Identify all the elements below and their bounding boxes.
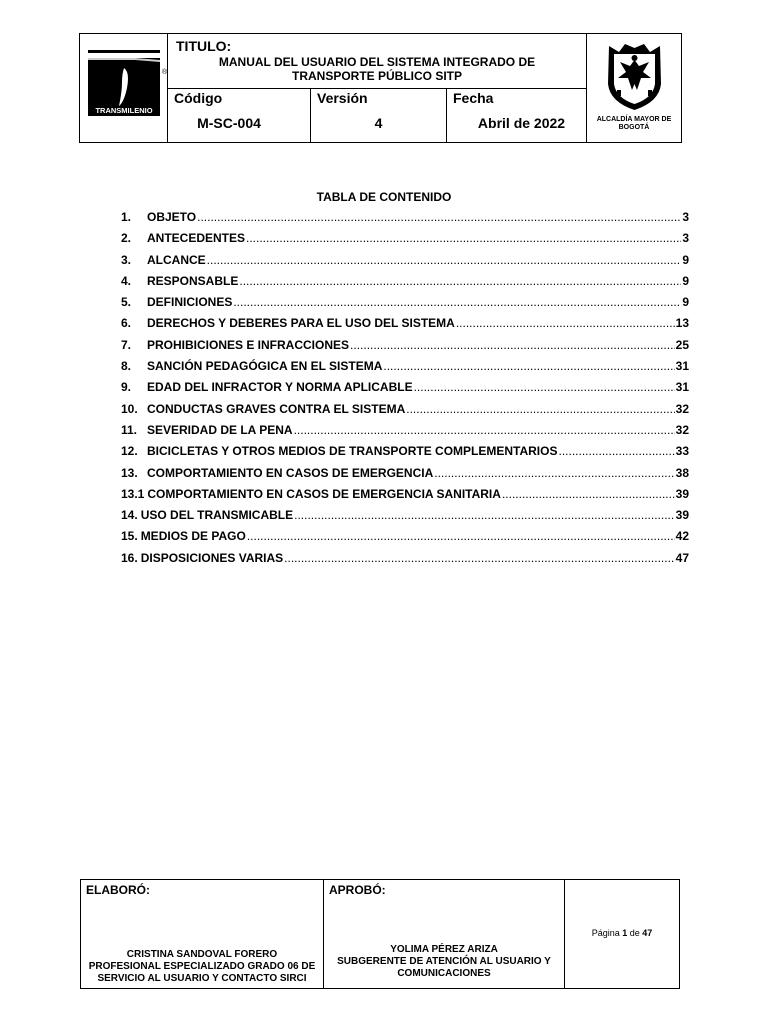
toc-entry-number: 9. (121, 380, 132, 395)
toc-entry-leader (294, 423, 675, 437)
toc-entry-number: 14. (121, 508, 138, 523)
toc-entry-label: MEDIOS DE PAGO (140, 529, 246, 544)
toc-entry-label: RESPONSABLE (147, 273, 239, 288)
svg-text:TRANSMILENIO: TRANSMILENIO (95, 106, 153, 115)
document-title (168, 55, 586, 83)
toc-entry[interactable] (121, 487, 689, 508)
toc-entry-label: ALCANCE (147, 252, 206, 267)
toc-entry-leader (233, 295, 681, 309)
toc-entry-number: 1. (121, 210, 132, 224)
toc-entry-page: 9 (682, 252, 689, 267)
toc-entry-leader (246, 231, 681, 245)
version-cell (311, 89, 447, 142)
elaboro-role-line2: SERVICIO AL USUARIO Y CONTACTO SIRCI (97, 973, 307, 984)
elaboro-label: ELABORÓ: (86, 883, 150, 897)
toc-entry-page: 32 (675, 401, 689, 416)
toc-entry-number: 6. (121, 316, 132, 331)
toc-entry-page: 31 (675, 359, 689, 374)
toc-entry-label: DERECHOS Y DEBERES PARA EL USO DEL SISTEMA (147, 316, 455, 331)
document-header (79, 33, 682, 143)
toc-entry-number: 15. (121, 529, 138, 544)
elaboro-signature (81, 949, 323, 985)
toc-entry-number: 13. (121, 465, 138, 480)
codigo-cell (168, 89, 311, 142)
fecha-value: Abril de 2022 (477, 115, 566, 131)
toc-entry[interactable] (121, 253, 689, 274)
toc-entry-label: COMPORTAMIENTO EN CASOS DE EMERGENCIA (147, 465, 434, 480)
version-value: 4 (374, 115, 383, 131)
page-total: 47 (642, 928, 653, 938)
toc-entry[interactable] (121, 295, 689, 316)
page-number (565, 928, 679, 938)
aprobo-name: YOLIMA PÉREZ ARIZA (390, 944, 498, 955)
toc-entry[interactable] (121, 380, 689, 401)
toc-entry-label: DISPOSICIONES VARIAS (140, 550, 284, 565)
toc-entry-leader (406, 402, 674, 416)
toc-entry-leader (383, 359, 674, 373)
toc-entry-number: 4. (121, 273, 132, 288)
toc-entry-page: 3 (682, 210, 689, 224)
toc-entry-number: 16. (121, 550, 138, 565)
toc-entry-number: 5. (121, 295, 132, 310)
toc-entry-label: CONDUCTAS GRAVES CONTRA EL SISTEMA (147, 401, 406, 416)
toc-entry-number: 2. (121, 231, 132, 246)
page-number-cell (565, 880, 679, 988)
toc-entry-leader (456, 316, 675, 330)
crest-caption-line2: BOGOTÁ (618, 124, 650, 131)
toc-entry-label: OBJETO (147, 210, 197, 224)
elaboro-role-line1: PROFESIONAL ESPECIALIZADO GRADO 06 DE (88, 961, 316, 972)
toc-entry[interactable] (121, 402, 689, 423)
toc-entry-page: 42 (675, 529, 689, 544)
title-label: TITULO: (176, 38, 232, 54)
toc-entry-page: 39 (675, 486, 689, 501)
logo-cell (80, 34, 168, 142)
page-prefix: Página (591, 928, 620, 938)
toc-entry-leader (247, 529, 675, 543)
version-label: Versión (317, 90, 368, 106)
bogota-crest-icon (587, 34, 682, 114)
toc-entry-label: PROHIBICIONES E INFRACCIONES (147, 337, 350, 352)
toc-entry[interactable] (121, 359, 689, 380)
toc-entry-label: ANTECEDENTES (147, 231, 246, 246)
toc-entry-label: SEVERIDAD DE LA PENA (147, 422, 293, 437)
toc-entry-leader (197, 210, 681, 224)
fecha-cell (447, 89, 586, 142)
toc-entry[interactable] (121, 466, 689, 487)
toc-entry-leader (239, 274, 681, 288)
toc-entry-number: 13.1 (121, 486, 145, 501)
toc-entry-page: 9 (682, 273, 689, 288)
toc-entry[interactable] (121, 423, 689, 444)
toc-entry-leader (294, 508, 675, 522)
toc-title: TABLA DE CONTENIDO (316, 190, 452, 204)
title-cell (168, 34, 586, 89)
aprobo-signature (324, 944, 564, 980)
toc-entry-page: 32 (675, 422, 689, 437)
aprobo-role-line2: COMUNICACIONES (397, 968, 491, 979)
toc-entry-leader (558, 444, 674, 458)
toc-entry-page: 31 (675, 380, 689, 395)
document-title-line2: TRANSPORTE PÚBLICO SITP (291, 69, 462, 83)
toc-entry-number: 11. (121, 422, 138, 437)
toc-entry-page: 33 (675, 444, 689, 459)
toc-entry-page: 13 (675, 316, 689, 331)
toc-entry-number: 7. (121, 337, 132, 352)
toc-entry-label: SANCIÓN PEDAGÓGICA EN EL SISTEMA (147, 359, 383, 374)
aprobo-label: APROBÓ: (329, 883, 386, 897)
toc-entry[interactable] (121, 444, 689, 465)
elaboro-cell (81, 880, 324, 988)
toc-entry-leader (434, 466, 674, 480)
toc-entry-number: 8. (121, 359, 132, 374)
crest-caption (587, 116, 681, 132)
toc-entry-leader (350, 338, 675, 352)
toc-entry-number: 10. (121, 401, 138, 416)
toc-entry[interactable] (121, 529, 689, 550)
transmilenio-logo (80, 34, 168, 142)
toc-entry-page: 25 (675, 337, 689, 352)
codigo-label: Código (174, 90, 223, 106)
toc-entry-leader (502, 487, 675, 501)
page-current: 1 (622, 928, 628, 938)
toc-entry[interactable] (121, 274, 689, 295)
toc-entry-page: 3 (682, 231, 689, 246)
toc-entry-label: DEFINICIONES (147, 295, 233, 310)
elaboro-name: CRISTINA SANDOVAL FORERO (126, 949, 278, 960)
toc-entry[interactable] (121, 551, 689, 572)
toc-entry-leader (284, 551, 674, 565)
toc-entry-leader (414, 380, 675, 394)
crest-caption-line1: ALCALDÍA MAYOR DE (596, 116, 672, 123)
codigo-value: M-SC-004 (197, 115, 261, 131)
toc-entry[interactable] (121, 210, 689, 231)
document-title-line1: MANUAL DEL USUARIO DEL SISTEMA INTEGRADO DE (218, 55, 536, 69)
toc-entry-page: 9 (682, 295, 689, 310)
toc-entry[interactable] (121, 231, 689, 252)
aprobo-role-line1: SUBGERENTE DE ATENCIÓN AL USUARIO Y (337, 956, 551, 967)
document-footer (80, 879, 680, 989)
fecha-label: Fecha (453, 90, 494, 106)
crest-cell (586, 34, 681, 142)
toc-entry-number: 12. (121, 444, 138, 459)
toc-entry-label: USO DEL TRANSMICABLE (140, 508, 294, 523)
toc-entry-page: 39 (675, 508, 689, 523)
toc-entry[interactable] (121, 338, 689, 359)
toc-entry-number: 3. (121, 252, 132, 267)
toc-entry-page: 38 (675, 465, 689, 480)
toc-entry-leader (207, 253, 682, 267)
toc-entry-label: COMPORTAMIENTO EN CASOS DE EMERGENCIA SANITARIA (147, 486, 501, 501)
toc-entry-label: BICICLETAS Y OTROS MEDIOS DE TRANSPORTE COMPLEMENTARIOS (147, 444, 558, 459)
toc-entry-label: EDAD DEL INFRACTOR Y NORMA APLICABLE (147, 380, 413, 395)
table-of-contents (121, 210, 689, 572)
aprobo-cell (324, 880, 565, 988)
toc-entry[interactable] (121, 316, 689, 337)
svg-text:®: ® (162, 69, 168, 76)
toc-entry-page: 47 (675, 550, 689, 565)
page-of: de (629, 928, 640, 938)
toc-entry[interactable] (121, 508, 689, 529)
